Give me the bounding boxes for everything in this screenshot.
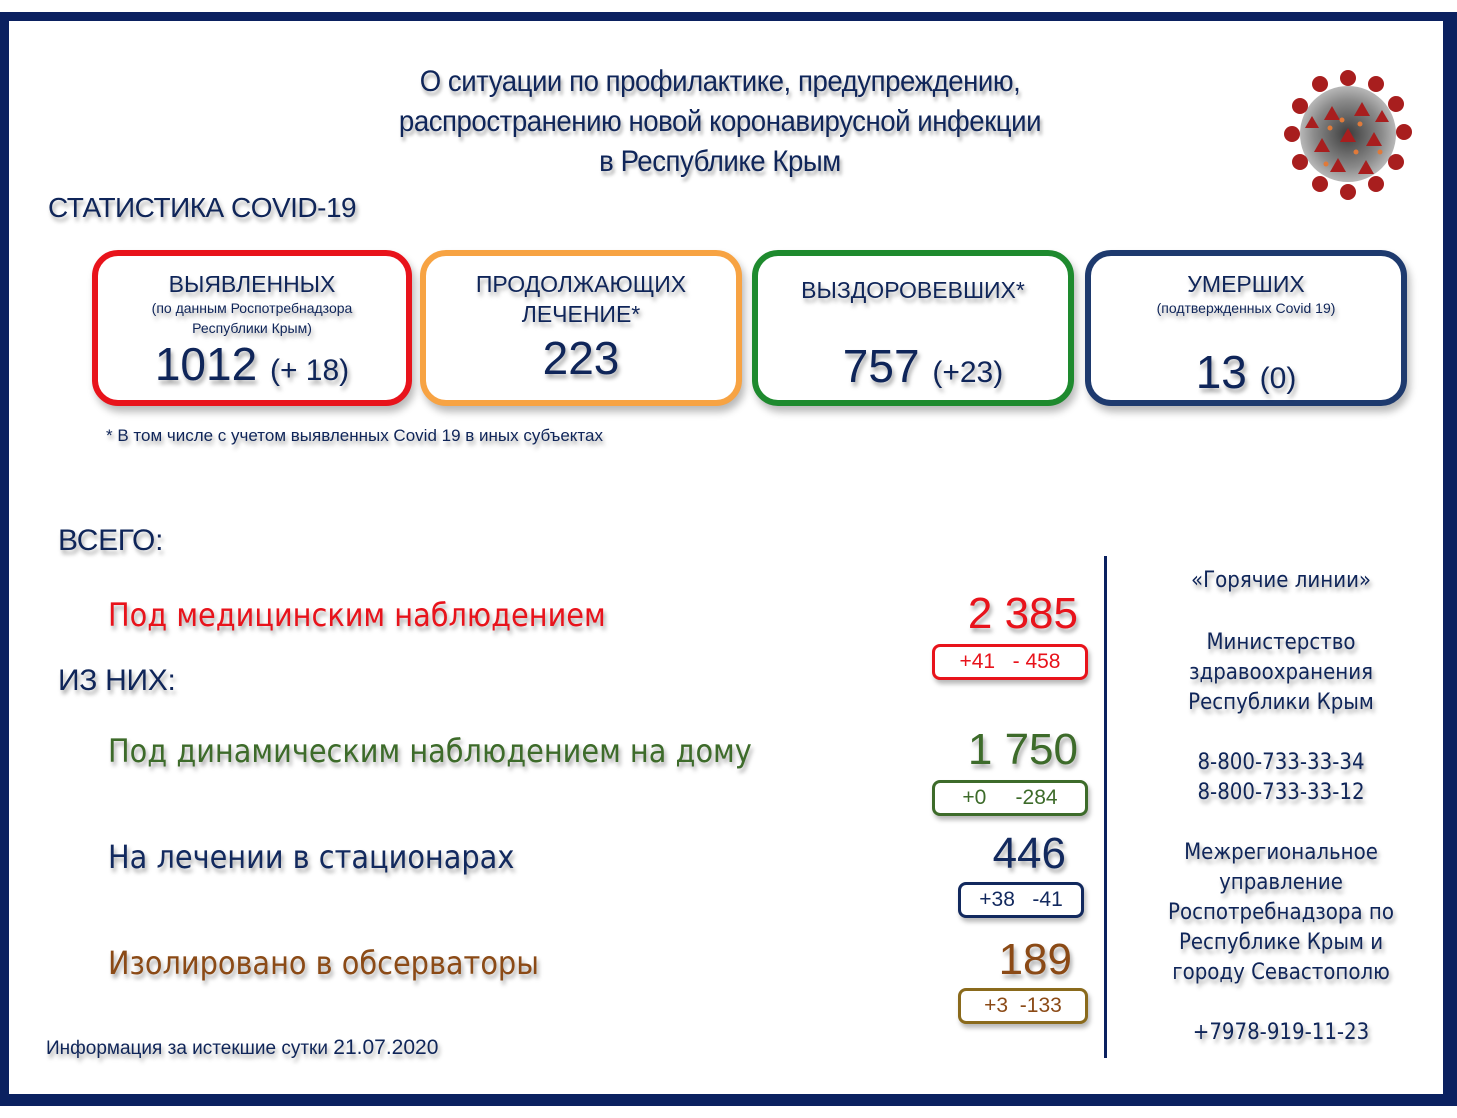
row-label-medical-observation: Под медицинским наблюдением bbox=[108, 596, 606, 634]
coronavirus-icon bbox=[1282, 66, 1414, 202]
card-recovered-delta: (+23) bbox=[932, 356, 1004, 389]
card-deceased-title: УМЕРШИХ bbox=[1187, 271, 1305, 297]
delta-minus: -41 bbox=[1032, 888, 1063, 911]
delta-plus: +0 bbox=[962, 786, 987, 809]
card-detected-subtitle-2: Республики Крым) bbox=[192, 320, 312, 336]
delta-hospitalized bbox=[958, 882, 1084, 918]
card-deceased-value: 13 bbox=[1195, 346, 1247, 398]
vertical-divider bbox=[1104, 556, 1107, 1058]
rospotreb-line-3: Роспотребнадзора по bbox=[1168, 900, 1394, 925]
stats-heading: СТАТИСТИКА COVID-19 bbox=[48, 192, 357, 223]
rospotreb-line-5: городу Севастополю bbox=[1172, 960, 1390, 985]
ministry-phone-2[interactable]: 8-800-733-33-12 bbox=[1197, 780, 1365, 805]
delta-minus: -284 bbox=[1015, 786, 1058, 809]
card-deceased-subtitle: (подтвержденных Covid 19) bbox=[1156, 300, 1336, 316]
card-in-treatment bbox=[420, 250, 742, 406]
card-detected-value: 1012 bbox=[154, 338, 258, 390]
page-title bbox=[334, 62, 1107, 182]
card-deceased-value-row bbox=[1091, 346, 1401, 405]
hotlines-panel bbox=[1150, 566, 1412, 1048]
card-in-treatment-title-2: ЛЕЧЕНИЕ* bbox=[521, 301, 641, 327]
card-recovered-value-row bbox=[758, 340, 1068, 399]
value-medical-observation: 2 385 bbox=[967, 589, 1078, 638]
card-recovered bbox=[752, 250, 1074, 406]
value-observatories: 189 bbox=[998, 935, 1072, 984]
row-label-observatories: Изолировано в обсерваторы bbox=[108, 944, 539, 982]
rospotreb-line-4: Республике Крым и bbox=[1178, 930, 1384, 955]
footnote: * В том числе с учетом выявленных Covid 19 в иных субъектах bbox=[106, 426, 603, 445]
hotlines-heading: «Горячие линии» bbox=[1190, 568, 1372, 593]
card-in-treatment-value: 223 bbox=[542, 332, 620, 384]
delta-minus: -133 bbox=[1019, 994, 1062, 1017]
card-recovered-title: ВЫЗДОРОВЕВШИХ* bbox=[801, 277, 1025, 303]
rospotreb-line-1: Межрегиональное bbox=[1184, 840, 1378, 865]
card-detected bbox=[92, 250, 412, 406]
title-line-2: распространению новой коронавирусной инфекции bbox=[398, 105, 1042, 138]
delta-minus: - 458 bbox=[1012, 650, 1061, 673]
info-line bbox=[46, 1036, 438, 1060]
heading-of-them: ИЗ НИХ: bbox=[58, 664, 176, 697]
delta-plus: +41 bbox=[959, 650, 996, 673]
card-detected-subtitle-1: (по данным Роспотребнадзора bbox=[151, 300, 353, 316]
value-hospitalized: 446 bbox=[992, 829, 1066, 878]
value-home-observation: 1 750 bbox=[967, 725, 1078, 774]
delta-home-observation bbox=[932, 780, 1088, 816]
rospotreb-line-2: управление bbox=[1219, 870, 1343, 895]
delta-observatories bbox=[958, 988, 1088, 1024]
ministry-phone-1[interactable]: 8-800-733-33-34 bbox=[1197, 750, 1365, 775]
card-detected-title: ВЫЯВЛЕННЫХ bbox=[168, 271, 336, 297]
row-label-home-observation: Под динамическим наблюдением на дому bbox=[108, 732, 752, 770]
card-detected-value-row bbox=[98, 338, 406, 397]
row-label-hospitalized: На лечении в стационарах bbox=[108, 838, 515, 876]
card-recovered-value: 757 bbox=[842, 340, 920, 392]
title-line-1: О ситуации по профилактике, предупреждению, bbox=[419, 65, 1021, 98]
title-line-3: в Республике Крым bbox=[599, 145, 841, 178]
card-in-treatment-title-1: ПРОДОЛЖАЮЩИХ bbox=[475, 271, 687, 297]
rospotreb-phone[interactable]: +7978-919-11-23 bbox=[1192, 1020, 1370, 1045]
delta-plus: +3 bbox=[984, 994, 1009, 1017]
info-date: 21.07.2020 bbox=[333, 1036, 439, 1059]
ministry-line-1: Министерство bbox=[1206, 630, 1356, 655]
card-deceased-delta: (0) bbox=[1259, 362, 1297, 395]
ministry-line-3: Республики Крым bbox=[1188, 690, 1374, 715]
heading-total: ВСЕГО: bbox=[58, 524, 164, 557]
ministry-line-2: здравоохранения bbox=[1188, 660, 1374, 685]
info-text: Информация за истекшие сутки bbox=[46, 1038, 328, 1059]
card-deceased bbox=[1085, 250, 1407, 406]
delta-plus: +38 bbox=[979, 888, 1015, 911]
delta-medical-observation bbox=[932, 644, 1088, 680]
card-detected-delta: (+ 18) bbox=[269, 354, 350, 387]
